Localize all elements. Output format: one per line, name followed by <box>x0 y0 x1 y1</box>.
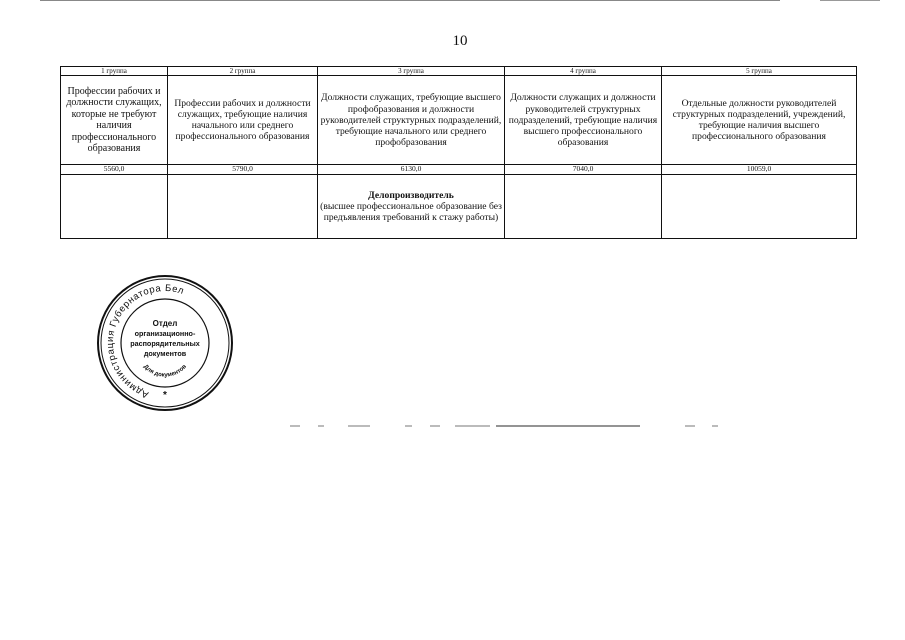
positions-group-4 <box>505 175 662 239</box>
description-group-2: Профессии рабочих и должности служащих, требующие наличия начального или среднего профессионального образования <box>168 76 318 165</box>
salary-group-4: 7040,0 <box>505 165 662 175</box>
scan-artifact-line <box>290 424 720 428</box>
salary-group-2: 5790,0 <box>168 165 318 175</box>
header-group-4: 4 группа <box>505 67 662 76</box>
position-note: (высшее профессиональное образование без предъявления требований к стажу работы) <box>320 201 502 224</box>
svg-text:Администрация Губернатора Белг: Администрация Губернатора Белгородской <box>104 282 186 401</box>
svg-text:*: * <box>163 390 167 401</box>
stamp-seal-icon <box>95 273 235 413</box>
svg-text:документов: документов <box>143 349 187 358</box>
salary-group-1: 5560,0 <box>61 165 168 175</box>
salary-group-5: 10059,0 <box>662 165 857 175</box>
description-group-5: Отдельные должности руководителей структурных подразделений, учреждений, требующие наличия высшего профессионального образования <box>662 76 857 165</box>
positions-group-1 <box>61 175 168 239</box>
salary-groups-table <box>60 66 857 239</box>
description-group-4: Должности служащих и должности руководителей структурных подразделений, требующие наличия высшего профессионального образования <box>505 76 662 165</box>
table-salary-row <box>61 165 857 175</box>
svg-text:распорядительных: распорядительных <box>130 339 200 348</box>
table-header-row <box>61 67 857 76</box>
description-group-3: Должности служащих, требующие высшего профобразования и должности руководителей структурных подразделений, требующие начального или среднего профобразования <box>318 76 505 165</box>
positions-group-2 <box>168 175 318 239</box>
salary-group-3: 6130,0 <box>318 165 505 175</box>
scan-top-edge <box>0 0 905 3</box>
description-group-1: Профессии рабочих и должности служащих, которые не требуют наличия профессионального образования <box>61 76 168 165</box>
svg-text:Отдел: Отдел <box>152 319 178 328</box>
header-group-2: 2 группа <box>168 67 318 76</box>
header-group-1: 1 группа <box>61 67 168 76</box>
positions-group-5 <box>662 175 857 239</box>
header-group-5: 5 группа <box>662 67 857 76</box>
table-positions-row <box>61 175 857 239</box>
position-title: Делопроизводитель <box>368 190 454 201</box>
svg-text:Для документов: Для документов <box>142 363 188 379</box>
official-stamp <box>95 273 235 413</box>
header-group-3: 3 группа <box>318 67 505 76</box>
positions-group-3 <box>318 175 505 239</box>
table-description-row <box>61 76 857 165</box>
svg-text:организационно-: организационно- <box>134 329 196 338</box>
page-number: 10 <box>452 33 468 49</box>
